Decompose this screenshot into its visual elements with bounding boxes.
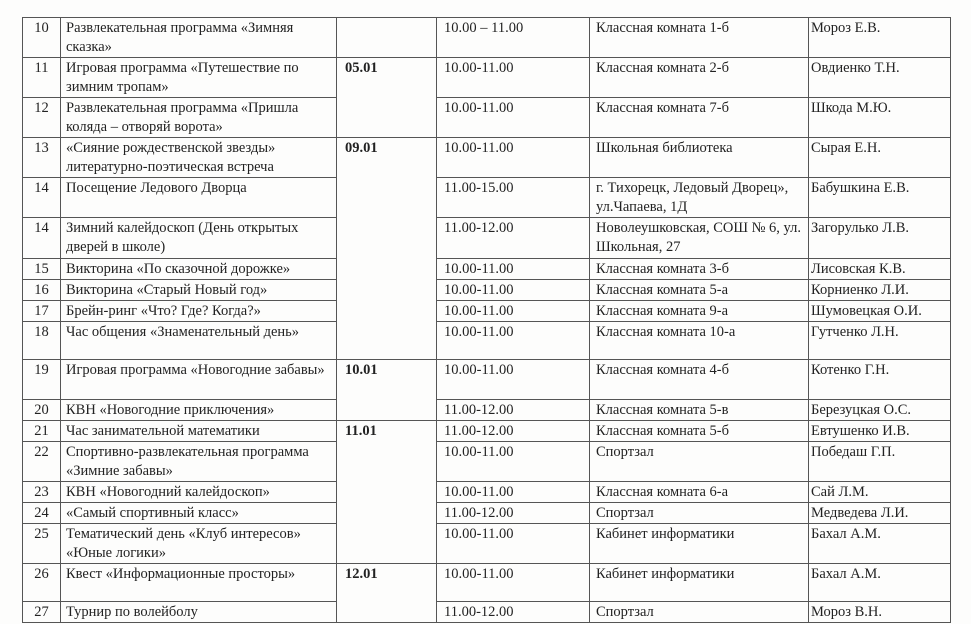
event-date: 12.01	[337, 564, 437, 623]
event-name: «Самый спортивный класс»	[61, 503, 337, 524]
event-time: 10.00-11.00	[437, 301, 590, 322]
event-name: Час занимательной математики	[61, 421, 337, 442]
responsible-person: Лисовская К.В.	[809, 259, 951, 280]
table-row	[23, 482, 951, 503]
event-place: Классная комната 9-а	[590, 301, 809, 322]
event-name: Турнир по волейболу	[61, 602, 337, 623]
event-place: Классная комната 6-а	[590, 482, 809, 503]
event-time: 10.00 – 11.00	[437, 18, 590, 58]
event-place: Классная комната 4-б	[590, 360, 809, 400]
row-number: 18	[23, 322, 61, 360]
event-time: 10.00-11.00	[437, 482, 590, 503]
event-time: 11.00-12.00	[437, 218, 590, 259]
table-row	[23, 18, 951, 58]
event-date: 09.01	[337, 138, 437, 360]
event-time: 10.00-11.00	[437, 280, 590, 301]
table-row	[23, 400, 951, 421]
event-time: 11.00-12.00	[437, 602, 590, 623]
event-time: 10.00-11.00	[437, 564, 590, 602]
event-time: 10.00-11.00	[437, 58, 590, 98]
row-number: 14	[23, 218, 61, 259]
responsible-person: Гутченко Л.Н.	[809, 322, 951, 360]
event-name: Посещение Ледового Дворца	[61, 178, 337, 218]
row-number: 20	[23, 400, 61, 421]
responsible-person: Мороз Е.В.	[809, 18, 951, 58]
event-time: 11.00-12.00	[437, 503, 590, 524]
responsible-person: Бабушкина Е.В.	[809, 178, 951, 218]
event-name: Тематический день «Клуб интересов» «Юные логики»	[61, 524, 337, 564]
row-number: 17	[23, 301, 61, 322]
row-number: 26	[23, 564, 61, 602]
responsible-person: Мороз В.Н.	[809, 602, 951, 623]
event-place: Школьная библиотека	[590, 138, 809, 178]
table-row	[23, 602, 951, 623]
row-number: 23	[23, 482, 61, 503]
row-number: 15	[23, 259, 61, 280]
table-row	[23, 98, 951, 138]
event-place: Классная комната 5-б	[590, 421, 809, 442]
responsible-person: Загорулько Л.В.	[809, 218, 951, 259]
event-name: Час общения «Знаменательный день»	[61, 322, 337, 360]
event-name: Зимний калейдоскоп (День открытых дверей в школе)	[61, 218, 337, 259]
event-place: Классная комната 7-б	[590, 98, 809, 138]
row-number: 16	[23, 280, 61, 301]
event-time: 10.00-11.00	[437, 259, 590, 280]
responsible-person: Бахал А.М.	[809, 524, 951, 564]
responsible-person: Сай Л.М.	[809, 482, 951, 503]
event-time: 10.00-11.00	[437, 138, 590, 178]
event-place: Классная комната 1-б	[590, 18, 809, 58]
table-row	[23, 218, 951, 259]
event-place: Спортзал	[590, 602, 809, 623]
row-number: 13	[23, 138, 61, 178]
responsible-person: Котенко Г.Н.	[809, 360, 951, 400]
row-number: 10	[23, 18, 61, 58]
row-number: 21	[23, 421, 61, 442]
row-number: 22	[23, 442, 61, 482]
event-name: Игровая программа «Путешествие по зимним тропам»	[61, 58, 337, 98]
event-time: 11.00-15.00	[437, 178, 590, 218]
schedule-table	[22, 17, 951, 623]
event-place: Классная комната 3-б	[590, 259, 809, 280]
table-row	[23, 58, 951, 98]
row-number: 24	[23, 503, 61, 524]
event-place: Классная комната 5-а	[590, 280, 809, 301]
row-number: 11	[23, 58, 61, 98]
row-number: 27	[23, 602, 61, 623]
event-name: Викторина «Старый Новый год»	[61, 280, 337, 301]
responsible-person: Овдиенко Т.Н.	[809, 58, 951, 98]
event-time: 10.00-11.00	[437, 98, 590, 138]
row-number: 12	[23, 98, 61, 138]
event-place: Спортзал	[590, 442, 809, 482]
event-place: Кабинет информатики	[590, 564, 809, 602]
table-row	[23, 421, 951, 442]
event-time: 11.00-12.00	[437, 421, 590, 442]
event-name: Брейн-ринг «Что? Где? Когда?»	[61, 301, 337, 322]
responsible-person: Корниенко Л.И.	[809, 280, 951, 301]
table-row	[23, 322, 951, 360]
table-row	[23, 138, 951, 178]
event-name: КВН «Новогодние приключения»	[61, 400, 337, 421]
event-place: Классная комната 5-в	[590, 400, 809, 421]
table-row	[23, 442, 951, 482]
responsible-person: Сырая Е.Н.	[809, 138, 951, 178]
responsible-person: Евтушенко И.В.	[809, 421, 951, 442]
event-time: 10.00-11.00	[437, 524, 590, 564]
responsible-person: Шумовецкая О.И.	[809, 301, 951, 322]
event-time: 10.00-11.00	[437, 322, 590, 360]
table-row	[23, 524, 951, 564]
table-row	[23, 301, 951, 322]
responsible-person: Медведева Л.И.	[809, 503, 951, 524]
event-place: Классная комната 2-б	[590, 58, 809, 98]
row-number: 25	[23, 524, 61, 564]
table-row	[23, 503, 951, 524]
event-name: Развлекательная программа «Пришла коляда – отворяй ворота»	[61, 98, 337, 138]
event-place: Новолеушковская, СОШ № 6, ул. Школьная, 27	[590, 218, 809, 259]
table-row	[23, 564, 951, 602]
responsible-person: Шкода М.Ю.	[809, 98, 951, 138]
event-place: Классная комната 10-а	[590, 322, 809, 360]
table-row	[23, 259, 951, 280]
event-place: Спортзал	[590, 503, 809, 524]
event-name: «Сияние рождественской звезды» литературно-поэтическая встреча	[61, 138, 337, 178]
event-name: Спортивно-развлекательная программа «Зимние забавы»	[61, 442, 337, 482]
row-number: 19	[23, 360, 61, 400]
responsible-person: Бахал А.М.	[809, 564, 951, 602]
row-number: 14	[23, 178, 61, 218]
event-time: 10.00-11.00	[437, 360, 590, 400]
responsible-person: Березуцкая О.С.	[809, 400, 951, 421]
responsible-person: Победаш Г.П.	[809, 442, 951, 482]
table-row	[23, 280, 951, 301]
event-name: КВН «Новогодний калейдоскоп»	[61, 482, 337, 503]
event-date: 05.01	[337, 58, 437, 138]
table-row	[23, 360, 951, 400]
event-date	[337, 18, 437, 58]
event-name: Игровая программа «Новогодние забавы»	[61, 360, 337, 400]
event-date: 10.01	[337, 360, 437, 421]
event-time: 10.00-11.00	[437, 442, 590, 482]
event-place: Кабинет информатики	[590, 524, 809, 564]
event-name: Викторина «По сказочной дорожке»	[61, 259, 337, 280]
table-row	[23, 178, 951, 218]
event-date: 11.01	[337, 421, 437, 564]
event-name: Развлекательная программа «Зимняя сказка»	[61, 18, 337, 58]
event-place: г. Тихорецк, Ледовый Дворец», ул.Чапаева, 1Д	[590, 178, 809, 218]
event-name: Квест «Информационные просторы»	[61, 564, 337, 602]
schedule-body	[23, 18, 951, 623]
event-time: 11.00-12.00	[437, 400, 590, 421]
